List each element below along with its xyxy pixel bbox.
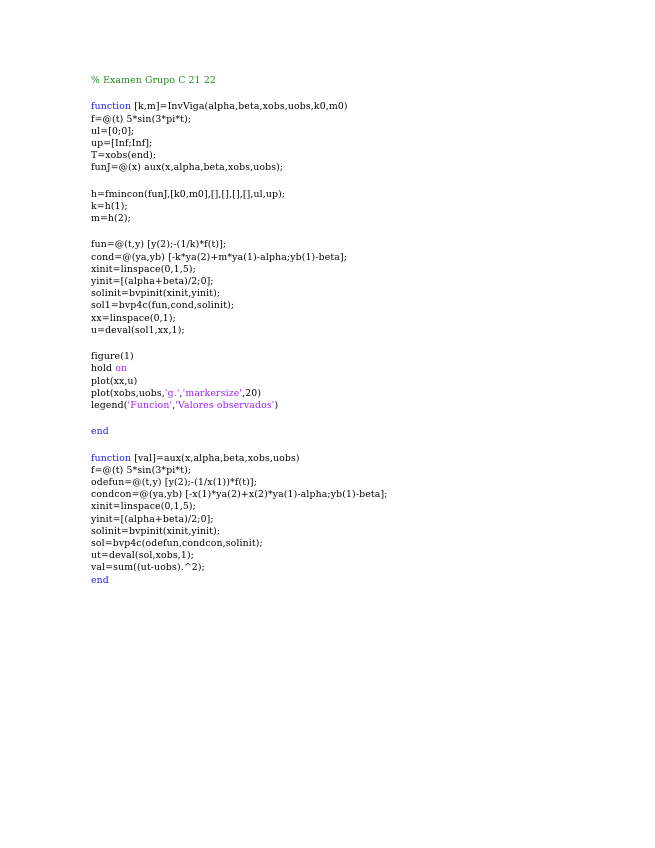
code-token: yinit=[(alpha+beta)/2;0]; <box>91 513 214 525</box>
blank-line <box>91 438 388 452</box>
code-token: xx=linspace(0,1); <box>91 312 176 324</box>
blank-line <box>91 175 388 189</box>
code-token: funJ=@(x) aux(x,alpha,beta,xobs,uobs); <box>91 162 284 174</box>
code-token: h=fmincon(funJ,[k0,m0],[],[],[],[],ul,up); <box>91 188 286 200</box>
code-line <box>91 526 388 538</box>
code-line <box>91 162 388 174</box>
code-line <box>91 538 388 550</box>
keyword-token: function <box>91 101 132 113</box>
code-token: , <box>179 387 183 399</box>
code-token: [val]=aux(x,alpha,beta,xobs,uobs) <box>131 452 300 464</box>
code-token: [k,m]=InvViga(alpha,beta,xobs,uobs,k0,m0) <box>131 101 348 113</box>
blank-line <box>91 337 388 351</box>
code-token: condcon=@(ya,yb) [-x(1)*ya(2)+x(2)*ya(1)-alpha;yb(1)-beta]; <box>91 489 388 501</box>
code-line <box>91 376 388 388</box>
code-line <box>91 101 388 113</box>
code-token: ,20) <box>242 387 262 399</box>
code-token: T=xobs(end); <box>91 150 157 162</box>
code-token: solinit=bvpinit(xinit,yinit); <box>91 288 221 300</box>
code-listing <box>91 75 388 587</box>
code-token: f=@(t) 5*sin(3*pi*t); <box>91 113 192 125</box>
code-token: xinit=linspace(0,1,5); <box>91 501 196 513</box>
code-token: ul=[0;0]; <box>91 125 135 137</box>
code-line <box>91 351 388 363</box>
code-token: plot(xobs,uobs, <box>91 387 165 399</box>
blank-line <box>91 87 388 101</box>
code-token: m=h(2); <box>91 213 131 225</box>
code-line <box>91 201 388 213</box>
code-token: hold <box>91 363 116 375</box>
code-token: ) <box>274 399 279 411</box>
code-line <box>91 489 388 501</box>
comment-token: % Examen Grupo C 21 22 <box>91 75 216 86</box>
code-token: ut=deval(sol,xobs,1); <box>91 550 195 562</box>
code-line <box>91 150 388 162</box>
code-token: solinit=bvpinit(xinit,yinit); <box>91 525 221 537</box>
code-line <box>91 313 388 325</box>
code-line <box>91 189 388 201</box>
code-line <box>91 276 388 288</box>
code-line <box>91 363 388 375</box>
code-line <box>91 453 388 465</box>
code-token: f=@(t) 5*sin(3*pi*t); <box>91 464 192 476</box>
blank-line <box>91 225 388 239</box>
code-token: , <box>172 399 176 411</box>
string-token: 'Funcion' <box>127 399 173 411</box>
code-line <box>91 501 388 513</box>
code-token: odefun=@(t,y) [y(2);-(1/x(1))*f(t)]; <box>91 477 257 488</box>
code-line <box>91 514 388 526</box>
keyword-token: end <box>91 574 109 586</box>
code-token: u=deval(sol1,xx,1); <box>91 324 185 336</box>
code-line <box>91 550 388 562</box>
code-token: sol=bvp4c(odefun,condcon,solinit); <box>91 537 263 549</box>
code-line <box>91 114 388 126</box>
keyword-token: end <box>91 426 109 438</box>
code-line <box>91 477 388 489</box>
code-line <box>91 213 388 225</box>
string-token: on <box>115 363 128 375</box>
code-line <box>91 400 388 412</box>
code-token: val=sum((ut-uobs).^2); <box>91 562 205 574</box>
code-token: figure(1) <box>91 351 134 363</box>
code-line <box>91 388 388 400</box>
code-token: yinit=[(alpha+beta)/2;0]; <box>91 276 214 287</box>
code-line <box>91 75 388 87</box>
code-line <box>91 325 388 337</box>
code-line <box>91 264 388 276</box>
code-line <box>91 239 388 251</box>
code-token: cond=@(ya,yb) [-k*ya(2)+m*ya(1)-alpha;yb(1)-beta]; <box>91 251 348 263</box>
code-token: legend( <box>91 399 128 411</box>
code-line <box>91 138 388 150</box>
code-token: up=[Inf;Inf]; <box>91 137 153 149</box>
code-token: xinit=linspace(0,1,5); <box>91 263 196 275</box>
code-line <box>91 562 388 574</box>
keyword-token: function <box>91 452 132 464</box>
code-token: k=h(1); <box>91 200 128 212</box>
string-token: 'g.' <box>164 387 180 399</box>
code-line <box>91 575 388 587</box>
code-line <box>91 426 388 438</box>
string-token: 'Valores observados' <box>175 399 275 411</box>
code-token: plot(xx,u) <box>91 375 138 387</box>
string-token: 'markersize' <box>182 387 243 399</box>
code-line <box>91 252 388 264</box>
code-token: fun=@(t,y) [y(2);-(1/k)*f(t)]; <box>91 239 227 251</box>
code-token: sol1=bvp4c(fun,cond,solinit); <box>91 300 235 312</box>
code-line <box>91 288 388 300</box>
code-line <box>91 126 388 138</box>
blank-line <box>91 412 388 426</box>
code-line <box>91 300 388 312</box>
code-line <box>91 465 388 477</box>
